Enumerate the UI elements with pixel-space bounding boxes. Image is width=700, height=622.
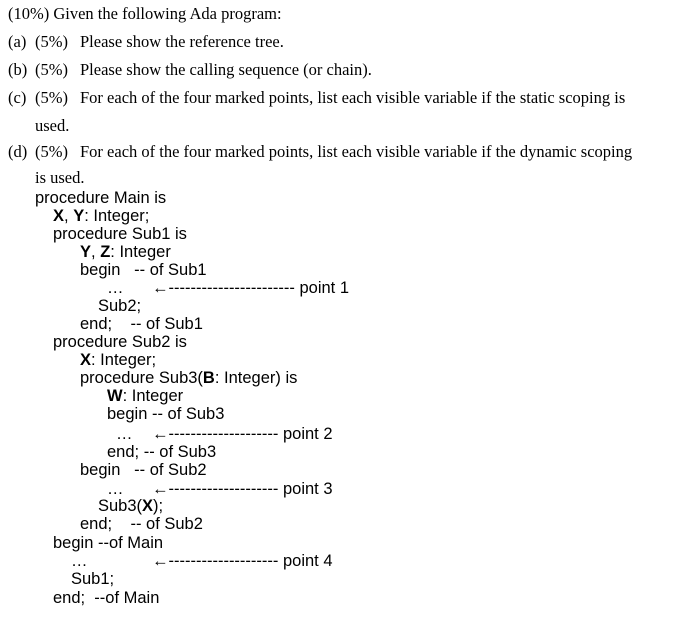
var-w: W	[107, 387, 123, 405]
code-ellipsis: …	[71, 552, 88, 570]
var-x: X	[142, 497, 154, 515]
code-line	[80, 351, 156, 369]
question-part-c	[8, 88, 625, 108]
question-part-b	[8, 60, 372, 80]
var-x: X	[80, 351, 92, 369]
part-label: (a)	[8, 32, 27, 51]
part-text: For each of the four marked points, list each visible variable if the dynamic scoping	[80, 142, 633, 161]
code-text: ,	[64, 207, 74, 225]
point-3-arrow: ←-------------------- point 3	[152, 480, 333, 498]
part-text: Please show the reference tree.	[80, 32, 284, 51]
code-text: ,	[91, 243, 101, 261]
code-line: end; -- of Sub3	[107, 443, 217, 461]
var-y: Y	[73, 207, 85, 225]
point-2-arrow: ←-------------------- point 2	[152, 425, 333, 443]
code-ellipsis: …	[107, 480, 124, 498]
question-part-c-cont: used.	[35, 116, 70, 135]
code-line	[53, 207, 149, 225]
code-text: : Integer;	[91, 351, 157, 369]
var-b: B	[202, 369, 215, 387]
code-text: procedure Sub3(	[80, 369, 203, 387]
part-label: (c)	[8, 88, 27, 107]
code-line: Sub1;	[71, 570, 115, 588]
code-line: begin -- of Sub3	[107, 405, 225, 423]
code-line: begin -- of Sub2	[80, 461, 207, 479]
part-label: (d)	[8, 142, 28, 161]
code-text: : Integer;	[84, 207, 150, 225]
code-text: );	[153, 497, 164, 515]
code-line: Sub2;	[98, 297, 142, 315]
code-text: : Integer	[122, 387, 184, 405]
question-part-d-cont: is used.	[35, 168, 85, 187]
part-label: (b)	[8, 60, 28, 79]
code-ellipsis: …	[107, 279, 124, 297]
code-line: procedure Main is	[35, 189, 167, 207]
code-ellipsis: …	[116, 425, 133, 443]
point-4-arrow: ←-------------------- point 4	[152, 552, 333, 570]
point-1-arrow: ←----------------------- point 1	[152, 279, 350, 297]
code-line: begin --of Main	[53, 534, 164, 552]
code-line	[80, 369, 297, 387]
question-part-d	[8, 142, 632, 162]
var-x: X	[53, 207, 65, 225]
code-line: procedure Sub2 is	[53, 333, 187, 351]
question-intro: (10%) Given the following Ada program:	[8, 4, 282, 23]
code-line	[80, 243, 171, 261]
part-points: (5%)	[35, 88, 68, 107]
var-z: Z	[100, 243, 111, 261]
part-points: (5%)	[35, 142, 68, 161]
part-text: For each of the four marked points, list each visible variable if the static scoping is	[80, 88, 626, 107]
code-line: end; -- of Sub1	[80, 315, 203, 333]
code-line: begin -- of Sub1	[80, 261, 207, 279]
code-line	[107, 387, 183, 405]
code-line: procedure Sub1 is	[53, 225, 187, 243]
part-text: Please show the calling sequence (or chain).	[80, 60, 372, 79]
question-part-a	[8, 32, 284, 52]
code-text: : Integer	[110, 243, 171, 261]
part-points: (5%)	[35, 32, 68, 51]
code-line: end; --of Main	[53, 589, 160, 607]
code-text: : Integer) is	[214, 369, 298, 387]
var-y: Y	[80, 243, 92, 261]
code-text: Sub3(	[98, 497, 143, 515]
code-line	[98, 497, 163, 515]
part-points: (5%)	[35, 60, 68, 79]
code-line: end; -- of Sub2	[80, 515, 203, 533]
